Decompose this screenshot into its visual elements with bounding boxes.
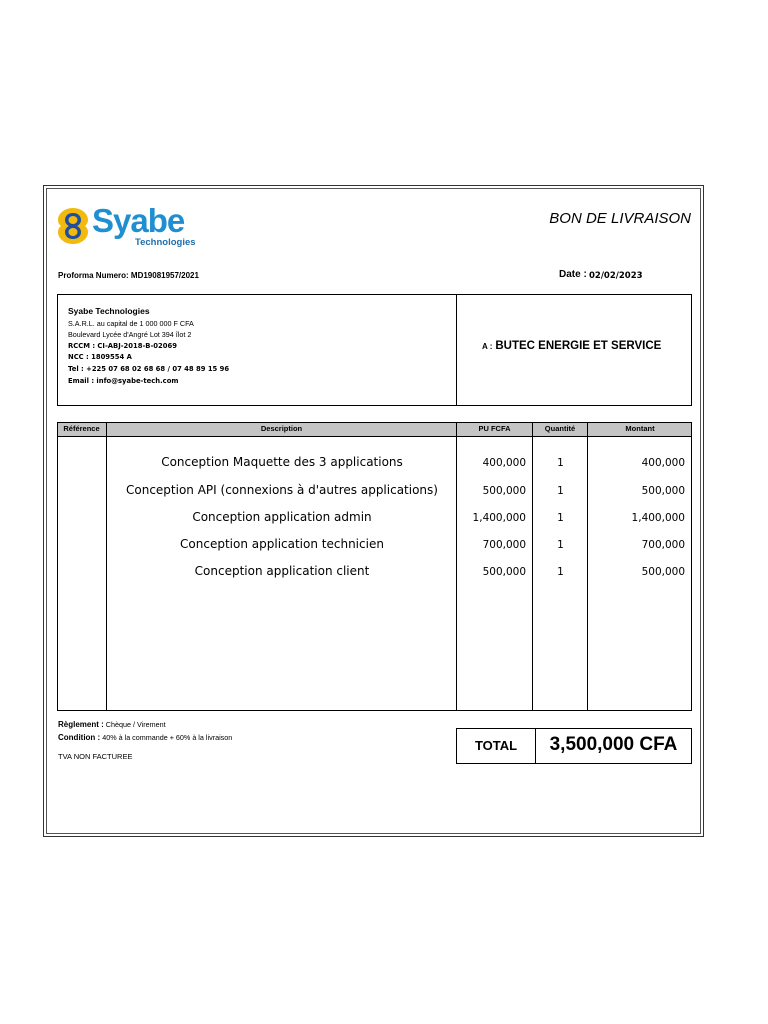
row-amount: 400,000 bbox=[641, 457, 685, 469]
reglement-line bbox=[58, 719, 232, 732]
proforma-number: Proforma Numero: MD19081957/2021 bbox=[58, 271, 199, 280]
row-description: Conception API (connexions à d'autres applications) bbox=[126, 483, 438, 497]
date-label: Date : bbox=[559, 269, 587, 280]
recipient-name: BUTEC ENERGIE ET SERVICE bbox=[495, 340, 662, 352]
sender-block bbox=[68, 306, 229, 387]
row-amount: 500,000 bbox=[641, 566, 685, 578]
row-description: Conception application client bbox=[194, 564, 370, 578]
row-description: Conception Maquette des 3 applications bbox=[161, 455, 403, 469]
table-row bbox=[0, 564, 768, 580]
recipient-prefix: A : bbox=[482, 342, 493, 351]
condition-line bbox=[58, 732, 232, 745]
row-amount: 1,400,000 bbox=[631, 512, 685, 524]
sender-email: Email : info@syabe-tech.com bbox=[68, 376, 179, 385]
row-quantity: 1 bbox=[557, 485, 564, 497]
table-row bbox=[0, 483, 768, 499]
row-quantity: 1 bbox=[557, 539, 564, 551]
row-description: Conception application technicien bbox=[180, 537, 384, 551]
sender-address: Boulevard Lycée d'Angré Lot 394 îlot 2 bbox=[68, 330, 192, 340]
table-row bbox=[0, 455, 768, 471]
row-unit-price: 1,400,000 bbox=[472, 512, 526, 524]
row-description: Conception application admin bbox=[192, 510, 372, 524]
logo-subtitle: Technologies bbox=[135, 237, 196, 248]
row-amount: 700,000 bbox=[641, 539, 685, 551]
sender-tel: Tel : +225 07 68 02 68 68 / 07 48 89 15 96 bbox=[68, 364, 230, 373]
condition-label: Condition : bbox=[58, 732, 101, 742]
logo-wordmark: Syabe bbox=[92, 202, 185, 239]
row-unit-price: 700,000 bbox=[482, 539, 526, 551]
row-amount: 500,000 bbox=[641, 485, 685, 497]
payment-terms bbox=[58, 719, 232, 744]
tva-note: TVA NON FACTUREE bbox=[58, 752, 133, 761]
row-unit-price: 500,000 bbox=[482, 566, 526, 578]
company-logo bbox=[56, 202, 196, 250]
sender-rccm: RCCM : CI-ABJ-2018-B-02069 bbox=[68, 341, 177, 350]
sender-ncc: NCC : 1809554 A bbox=[68, 353, 132, 362]
document-title: BON DE LIVRAISON bbox=[549, 210, 691, 227]
reglement-value: Chèque / Virement bbox=[105, 720, 166, 729]
row-quantity: 1 bbox=[557, 566, 564, 578]
sender-name: Syabe Technologies bbox=[68, 306, 150, 316]
row-quantity: 1 bbox=[557, 512, 564, 524]
header-description: Description bbox=[260, 424, 303, 433]
header-montant: Montant bbox=[625, 424, 655, 433]
reglement-label: Règlement : bbox=[58, 720, 104, 729]
row-unit-price: 500,000 bbox=[482, 485, 526, 497]
table-row bbox=[0, 537, 768, 553]
total-value: 3,500,000 CFA bbox=[549, 734, 678, 755]
sender-legal: S.A.R.L. au capital de 1 000 000 F CFA bbox=[68, 318, 194, 328]
table-row bbox=[0, 510, 768, 526]
header-quantite: Quantité bbox=[544, 424, 576, 433]
total-label: TOTAL bbox=[474, 738, 518, 753]
recipient-block bbox=[482, 340, 661, 352]
header-pu: PU FCFA bbox=[478, 424, 511, 433]
address-box-divider bbox=[456, 294, 457, 406]
date-value: 02/02/2023 bbox=[589, 271, 643, 281]
logo-mark-icon bbox=[56, 206, 90, 246]
row-quantity: 1 bbox=[557, 457, 564, 469]
condition-value: 40% à la commande + 60% à la livraison bbox=[102, 732, 233, 742]
row-unit-price: 400,000 bbox=[482, 457, 526, 469]
header-reference: Référence bbox=[63, 424, 100, 433]
